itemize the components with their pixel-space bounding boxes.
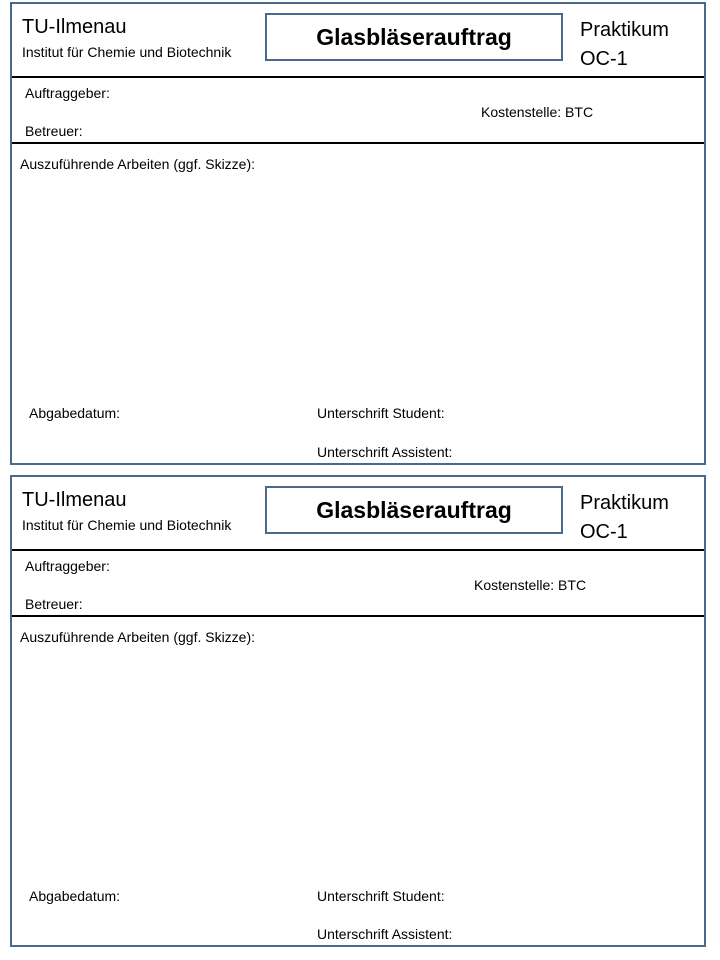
form-title: Glasbläserauftrag <box>265 486 563 534</box>
form-title: Glasbläserauftrag <box>265 13 563 61</box>
submission-date-label: Abgabedatum: <box>29 405 121 421</box>
assistant-signature-label: Unterschrift Assistent: <box>317 444 453 460</box>
form-header <box>12 4 704 76</box>
form-header <box>12 477 704 549</box>
university-name: TU-Ilmenau <box>22 489 127 511</box>
university-name: TU-Ilmenau <box>22 16 127 38</box>
student-signature-label: Unterschrift Student: <box>317 888 445 904</box>
institute-name: Institut für Chemie und Biotechnik <box>22 44 232 60</box>
info-divider <box>12 142 704 144</box>
header-divider <box>12 76 704 78</box>
supervisor-field-label: Betreuer: <box>25 596 83 612</box>
course-label <box>580 489 669 547</box>
supervisor-field-label: Betreuer: <box>25 123 83 139</box>
course-line-2: OC-1 <box>580 521 628 543</box>
institute-name: Institut für Chemie und Biotechnik <box>22 517 232 533</box>
client-field-label: Auftraggeber: <box>25 558 110 574</box>
student-signature-label: Unterschrift Student: <box>317 405 445 421</box>
client-field-label: Auftraggeber: <box>25 85 110 101</box>
course-line-2: OC-1 <box>580 48 628 70</box>
cost-center-label: Kostenstelle: BTC <box>474 577 587 593</box>
course-line-1: Praktikum <box>580 19 669 41</box>
work-description-label: Auszuführende Arbeiten (ggf. Skizze): <box>20 156 256 172</box>
assistant-signature-label: Unterschrift Assistent: <box>317 926 453 942</box>
glassblower-order-form-2 <box>10 475 706 947</box>
course-label <box>580 16 669 74</box>
cost-center-label: Kostenstelle: BTC <box>481 104 594 120</box>
info-divider <box>12 615 704 617</box>
header-divider <box>12 549 704 551</box>
glassblower-order-form-1 <box>10 2 706 465</box>
course-line-1: Praktikum <box>580 492 669 514</box>
work-description-label: Auszuführende Arbeiten (ggf. Skizze): <box>20 629 256 645</box>
submission-date-label: Abgabedatum: <box>29 888 121 904</box>
